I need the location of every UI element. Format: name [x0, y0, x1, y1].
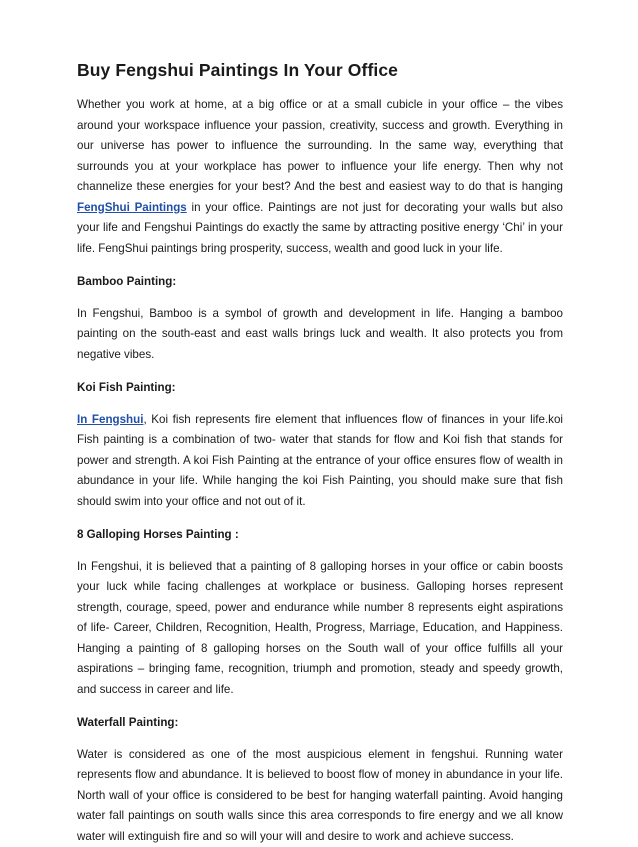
intro-paragraph	[77, 95, 563, 259]
horses-paragraph: In Fengshui, it is believed that a painting of 8 galloping horses in your office or cabin boosts your luck while facing challenges at workplace or business. Galloping horses represent strength, courage, speed, power and endurance while number 8 represents eight aspirations of life- Career, Children, Recognition, Health, Progress, Marriage, Education, and Happiness. Hanging a painting of 8 galloping horses on the South wall of your office fulfills all your aspirations – bringing fame, recognition, triumph and promotion, steady and speedy growth, and success in career and life.	[77, 557, 563, 701]
intro-text-part2: in your office. Paintings are not just for decorating your walls but also your life and Fengshui Paintings do exactly the same by attracting positive energy ‘Chi’ in your life. FengShui paintings bring prosperity, success, wealth and good luck in your life.	[77, 201, 563, 255]
page-title: Buy Fengshui Paintings In Your Office	[77, 60, 563, 81]
koi-text: , Koi fish represents fire element that influences flow of finances in your life.koi Fish painting is a combination of two- water that stands for flow and Koi fish that stands for power and strength. A koi Fish Painting at the entrance of your office ensures flow of wealth in abundance in your life. While hanging the koi Fish Painting, you should make sure that fish should swim into your office and not out of it.	[77, 413, 563, 508]
in-fengshui-link[interactable]: In Fengshui	[77, 413, 143, 426]
waterfall-heading: Waterfall Painting:	[77, 713, 563, 734]
koi-heading: Koi Fish Painting:	[77, 378, 563, 399]
bamboo-paragraph: In Fengshui, Bamboo is a symbol of growth and development in life. Hanging a bamboo painting on the south-east and east walls brings luck and wealth. It also protects you from negative vibes.	[77, 304, 563, 366]
koi-paragraph	[77, 410, 563, 513]
waterfall-paragraph: Water is considered as one of the most auspicious element in fengshui. Running water represents flow and abundance. It is believed to boost flow of money in abundance in your life. North wall of your office is considered to be best for hanging waterfall painting. Avoid hanging water fall paintings on south walls since this area corresponds to fire energy and we all know water will extinguish fire and so will your will and desire to work and achieve success.	[77, 745, 563, 847]
intro-text-part1: Whether you work at home, at a big office or at a small cubicle in your office – the vibes around your workspace influence your passion, creativity, success and growth. Everything in our universe has power to influence the surrounding. In the same way, everything that surrounds you at your workplace has power to influence your life energy. Then why not channelize these energies for your best? And the best and easiest way to do that is hanging	[77, 98, 563, 193]
bamboo-heading: Bamboo Painting:	[77, 272, 563, 293]
fengshui-paintings-link[interactable]: FengShui Paintings	[77, 201, 187, 214]
horses-heading: 8 Galloping Horses Painting :	[77, 525, 563, 546]
